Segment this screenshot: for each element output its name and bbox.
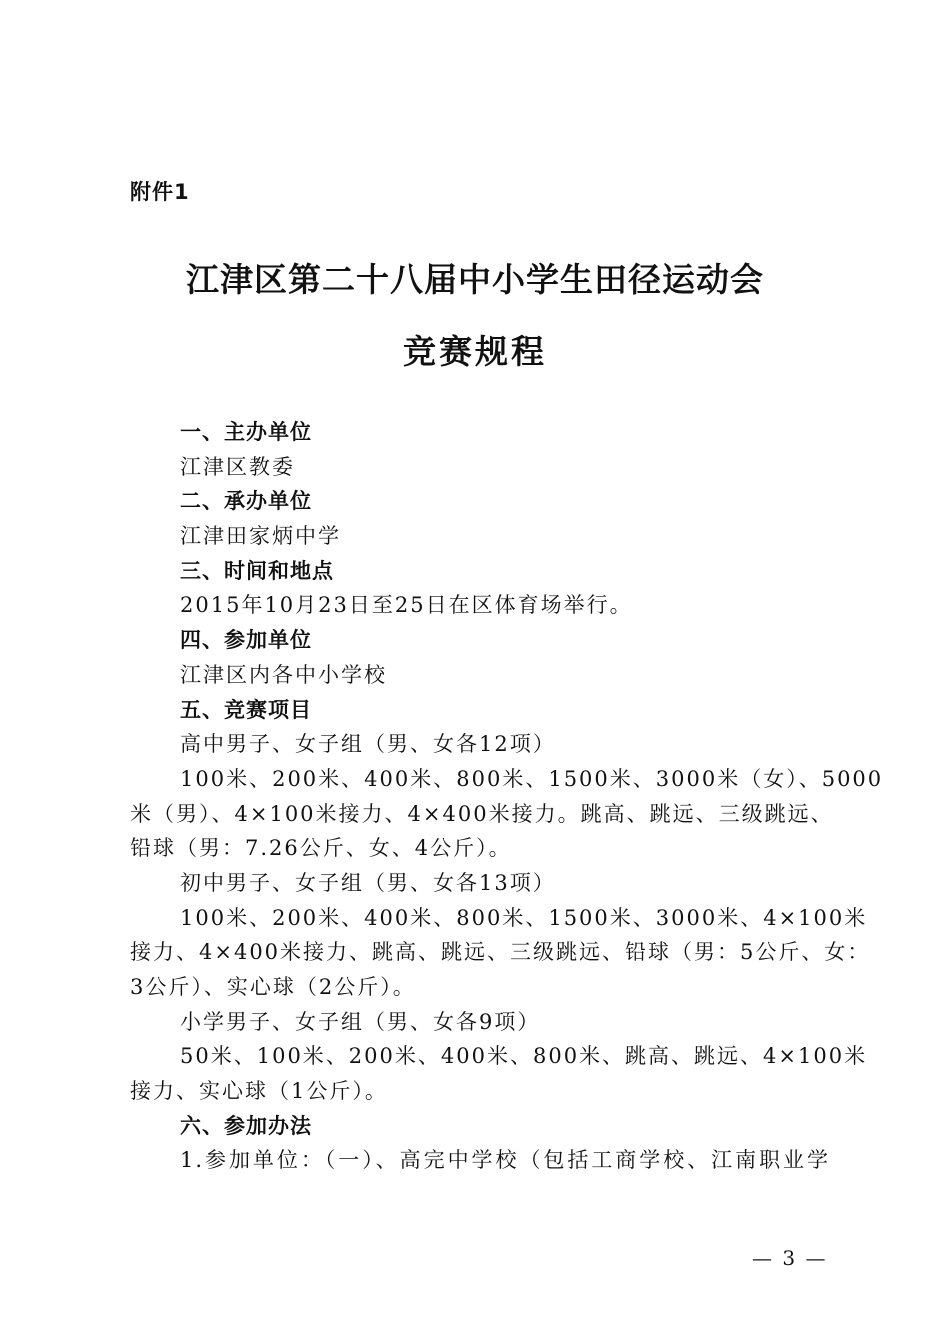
section-heading: 一、主办单位	[180, 420, 312, 444]
body-line: 米（男）、4×100米接力、4×400米接力。跳高、跳远、三级跳远、	[130, 801, 834, 826]
body-line: 江津区教委	[180, 454, 295, 479]
document-body	[130, 415, 884, 1178]
body-line: 初中男子、女子组（男、女各13项）	[180, 870, 556, 895]
section-heading: 六、参加办法	[180, 1113, 312, 1138]
body-line: 1.参加单位：（一）、高完中学校（包括工商学校、江南职业学	[180, 1148, 830, 1173]
body-line: 50米、100米、200米、400米、800米、跳高、跳远、4×100米	[180, 1044, 868, 1069]
section-heading: 二、承办单位	[180, 489, 312, 514]
body-line: 100米、200米、400米、800米、1500米、3000米（女）、5000	[180, 766, 884, 791]
section-heading: 四、参加单位	[180, 628, 312, 653]
body-line: 3公斤）、实心球（2公斤）。	[130, 975, 416, 999]
body-line: 接力、4×400米接力、跳高、跳远、三级跳远、铅球（男：5公斤、女：	[130, 940, 871, 965]
section-heading: 五、竞赛项目	[180, 697, 312, 722]
body-line: 江津区内各中小学校	[180, 662, 387, 687]
attachment-label: 附件1	[130, 180, 190, 204]
body-line: 高中男子、女子组（男、女各12项）	[180, 732, 556, 757]
body-line: 2015年10月23日至25日在区体育场举行。	[180, 593, 633, 618]
body-line: 100米、200米、400米、800米、1500米、3000米、4×100米	[180, 905, 868, 930]
body-line: 小学男子、女子组（男、女各9项）	[180, 1009, 541, 1034]
body-line: 铅球（男：7.26公斤、女、4公斤）。	[130, 836, 512, 861]
body-line: 接力、实心球（1公斤）。	[130, 1079, 388, 1104]
document-title: 江津区第二十八届中小学生田径运动会	[186, 260, 764, 299]
page-number: — 3 —	[752, 1246, 828, 1270]
body-line: 江津田家炳中学	[180, 524, 341, 549]
section-heading: 三、时间和地点	[180, 558, 334, 583]
document-subtitle: 竞赛规程	[403, 332, 547, 371]
